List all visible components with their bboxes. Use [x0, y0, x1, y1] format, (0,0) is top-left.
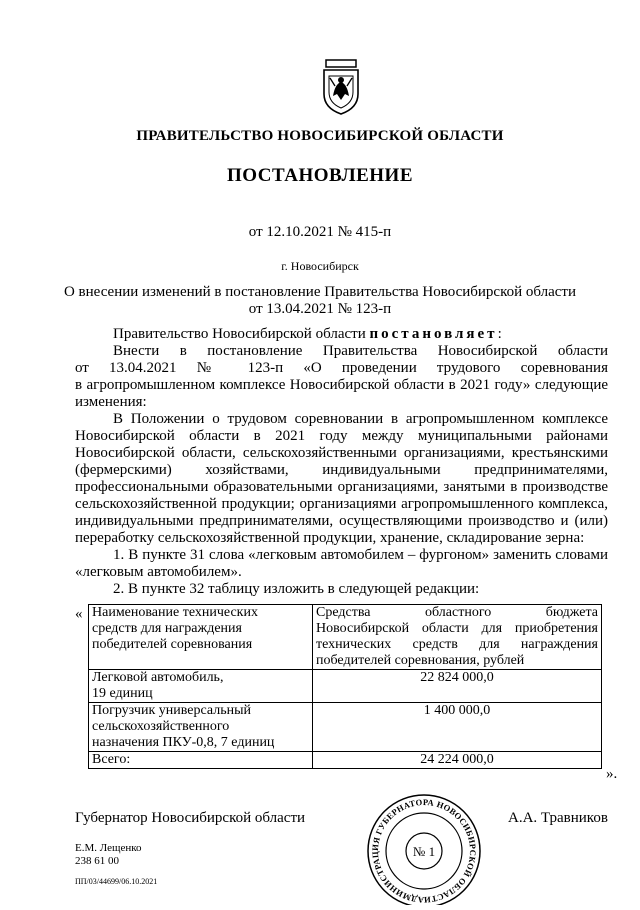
body-line: сельскохозяйственной продукции; организациями агропромышленного комплекса, [75, 496, 608, 512]
document-subject [0, 284, 640, 318]
table-row [89, 703, 602, 752]
subject-line: от 13.04.2021 № 123-п [248, 301, 392, 317]
body-line: в агропромышленном комплексе Новосибирской области в 2021 году» следующие [75, 377, 608, 393]
body-line: В Положении о трудовом соревновании в агропромышленном комплексе [113, 411, 608, 427]
header-cell-funds: Средства областного бюджета Новосибирской области для приобретения технических средств для награждения победителей соревнования, рублей [313, 605, 602, 670]
signatory-title: Губернатор Новосибирской области [75, 810, 306, 826]
amount-cell: 1 400 000,0 [313, 703, 602, 752]
table-total-row [89, 752, 602, 769]
executor-info [75, 842, 142, 868]
funding-table [88, 604, 602, 769]
item-1-line: «легковым автомобилем». [75, 564, 242, 580]
item-name-cell: Погрузчик универсальный сельскохозяйственного назначения ПКУ-0,8, 7 единиц [89, 703, 313, 752]
organization-name: ПРАВИТЕЛЬСТВО НОВОСИБИРСКОЙ ОБЛАСТИ [136, 128, 504, 144]
official-stamp [360, 793, 488, 905]
table-header-row [89, 605, 602, 670]
body-line: переработку сельскохозяйственной продукции, хранение, складирование зерна: [75, 530, 585, 546]
closing-quote: ». [606, 766, 618, 782]
intro-paragraph: Правительство Новосибирской области постановляет: [113, 326, 502, 342]
opening-quote: « [75, 606, 83, 622]
amount-cell: 22 824 000,0 [313, 670, 602, 703]
svg-text:АДМИНИСТРАЦИЯ ГУБЕРНАТОРА НОВО: АДМИНИСТРАЦИЯ ГУБЕРНАТОРА НОВОСИБИРСКОЙ ОБЛАСТИ [369, 796, 479, 905]
body-line: Новосибирской области, сельскохозяйственными организациями, крестьянскими [75, 445, 608, 461]
total-label-cell: Всего: [89, 752, 313, 769]
item-1-line: 1. В пункте 31 слова «легковым автомобилем – фургоном» заменить словами [113, 547, 608, 563]
body-line: изменения: [75, 394, 147, 410]
signatory-name: А.А. Травников [508, 810, 608, 826]
body-line: Внести в постановление Правительства Новосибирской области [113, 343, 608, 359]
body-line: индивидуальными предпринимателями, осуществляющими производство и (или) [75, 513, 608, 529]
total-amount-cell: 24 224 000,0 [313, 752, 602, 769]
executor-phone: 238 61 00 [75, 855, 119, 867]
resolves-word: постановляет [369, 326, 498, 342]
body-line: Новосибирской области в 2021 году между муниципальными районами [75, 428, 608, 444]
document-type: ПОСТАНОВЛЕНИЕ [226, 165, 414, 186]
document-body [75, 326, 608, 598]
table-row [89, 670, 602, 703]
subject-line: О внесении изменений в постановление Правительства Новосибирской области [63, 284, 577, 300]
item-2-line: 2. В пункте 32 таблицу изложить в следующей редакции: [113, 581, 480, 597]
executor-name: Е.М. Лещенко [75, 842, 142, 854]
coat-of-arms-emblem [318, 58, 364, 116]
document-date-number: от 12.10.2021 № 415-п [248, 224, 392, 240]
document-id: ПП/03/44699/06.10.2021 [75, 877, 158, 886]
body-line: профессиональными образовательными организациями, занятыми в производстве [75, 479, 608, 495]
body-line: (фермерскими) хозяйствами, индивидуальными предпринимателями, [75, 462, 608, 478]
document-city: г. Новосибирск [281, 259, 359, 273]
item-name-cell: Легковой автомобиль, 19 единиц [89, 670, 313, 703]
body-line: от 13.04.2021 № 123-п «О проведении трудового соревнования [75, 360, 608, 376]
svg-text:№ 1: № 1 [412, 844, 436, 859]
header-cell-name: Наименование технических средств для награждения победителей соревнования [89, 605, 313, 670]
